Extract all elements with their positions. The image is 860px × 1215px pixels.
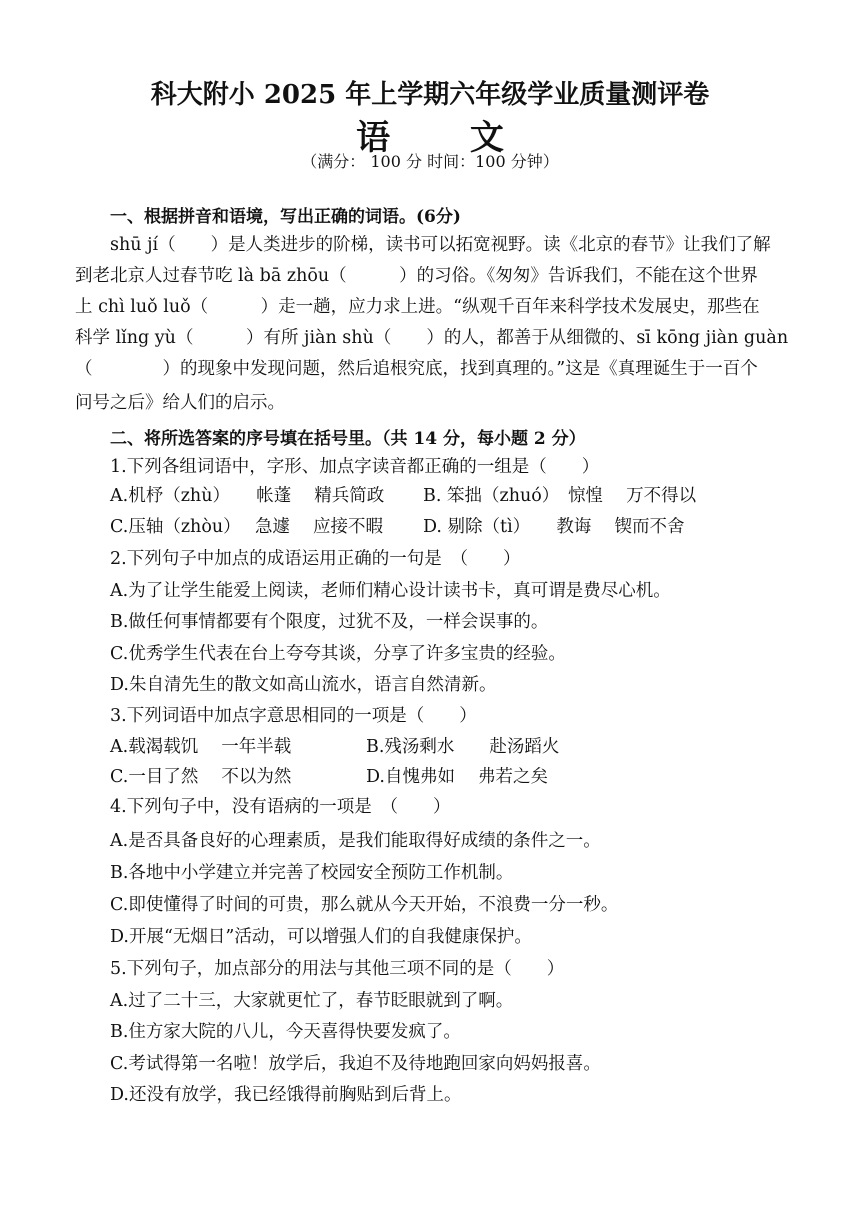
option-c: C.压轴（zhòu） 急遽 应接不暇 <box>110 517 384 537</box>
exam-title: 科大附小 2025 年上学期六年级学业质量测评卷 <box>150 80 710 110</box>
option-b: B.各地中小学建立并完善了校园安全预防工作机制。 <box>110 863 514 883</box>
option-a: A.是否具备良好的心理素质，是我们能取得好成绩的条件之一。 <box>110 831 601 851</box>
option-a: A.为了让学生能爱上阅读，老师们精心设计读书卡，真可谓是费尽心机。 <box>110 581 671 601</box>
option-d: D.自愧弗如 弗若之矣 <box>366 767 549 787</box>
option-b: B.残汤剩水 赴汤蹈火 <box>366 737 560 757</box>
section1-line: 科学 lǐng yù（ ）有所 jiàn shù（ ）的人，都善于从细微的、sī kōng jiàn guàn <box>75 328 789 348</box>
section1-line: 上 chì luǒ luǒ（ ）走一趟，应力求上进。“纵观千百年来科学技术发展史，那些在 <box>75 297 760 317</box>
question-stem: 3.下列词语中加点字意思相同的一项是（ ） <box>110 706 477 726</box>
option-c: C.一目了然 不以为然 <box>110 767 292 787</box>
section1-heading: 一、根据拼音和语境，写出正确的词语。(6分) <box>110 207 461 227</box>
section1-line: shū jí（ ）是人类进步的阶梯，读书可以拓宽视野。读《北京的春节》让我们了解 <box>110 235 771 255</box>
option-c: C.优秀学生代表在台上夸夸其谈，分享了许多宝贵的经验。 <box>110 644 566 664</box>
question-stem: 1.下列各组词语中，字形、加点字读音都正确的一组是（ ） <box>110 457 600 477</box>
option-a: A.机杼（zhù） 帐蓬 精兵简政 <box>110 486 385 506</box>
option-c: C.考试得第一名啦！放学后，我迫不及待地跑回家向妈妈报喜。 <box>110 1054 601 1074</box>
option-a: A.过了二十三，大家就更忙了，春节眨眼就到了啊。 <box>110 991 514 1011</box>
score-time-info: （满分： 100 分 时间：100 分钟） <box>301 152 559 171</box>
section1-line: 问号之后》给人们的启示。 <box>75 393 285 413</box>
option-c: C.即使懂得了时间的可贵，那么就从今天开始，不浪费一分一秒。 <box>110 895 619 915</box>
option-a: A.载渴载饥 一年半载 <box>110 737 292 757</box>
option-b: B.做任何事情都要有个限度，过犹不及，一样会误事的。 <box>110 612 549 632</box>
subject-title: 语 文 <box>356 118 538 158</box>
option-d: D.还没有放学，我已经饿得前胸贴到后背上。 <box>110 1085 462 1105</box>
question-stem: 4.下列句子中，没有语病的一项是 （ ） <box>110 797 451 817</box>
option-b: B.住方家大院的八儿，今天喜得快要发疯了。 <box>110 1022 461 1042</box>
option-d: D.开展“无烟日”活动，可以增强人们的自我健康保护。 <box>110 927 532 947</box>
section1-line: 到老北京人过春节吃 là bā zhōu（ ）的习俗。《匆匆》告诉我们，不能在这个世界 <box>75 266 758 286</box>
option-b: B. 笨拙（zhuó） 惊惶 万不得以 <box>423 486 697 506</box>
section1-line: （ ）的现象中发现问题，然后追根究底，找到真理的。”这是《真理诞生于一百个 <box>75 359 758 379</box>
question-stem: 5.下列句子，加点部分的用法与其他三项不同的是（ ） <box>110 959 565 979</box>
section2-heading: 二、将所选答案的序号填在括号里。（共 14 分，每小题 2 分） <box>110 429 586 449</box>
question-stem: 2.下列句子中加点的成语运用正确的一句是 （ ） <box>110 549 521 569</box>
option-d: D.朱自清先生的散文如高山流水，语言自然清新。 <box>110 675 497 695</box>
option-d: D. 剔除（tì） 教诲 锲而不舍 <box>423 517 685 537</box>
